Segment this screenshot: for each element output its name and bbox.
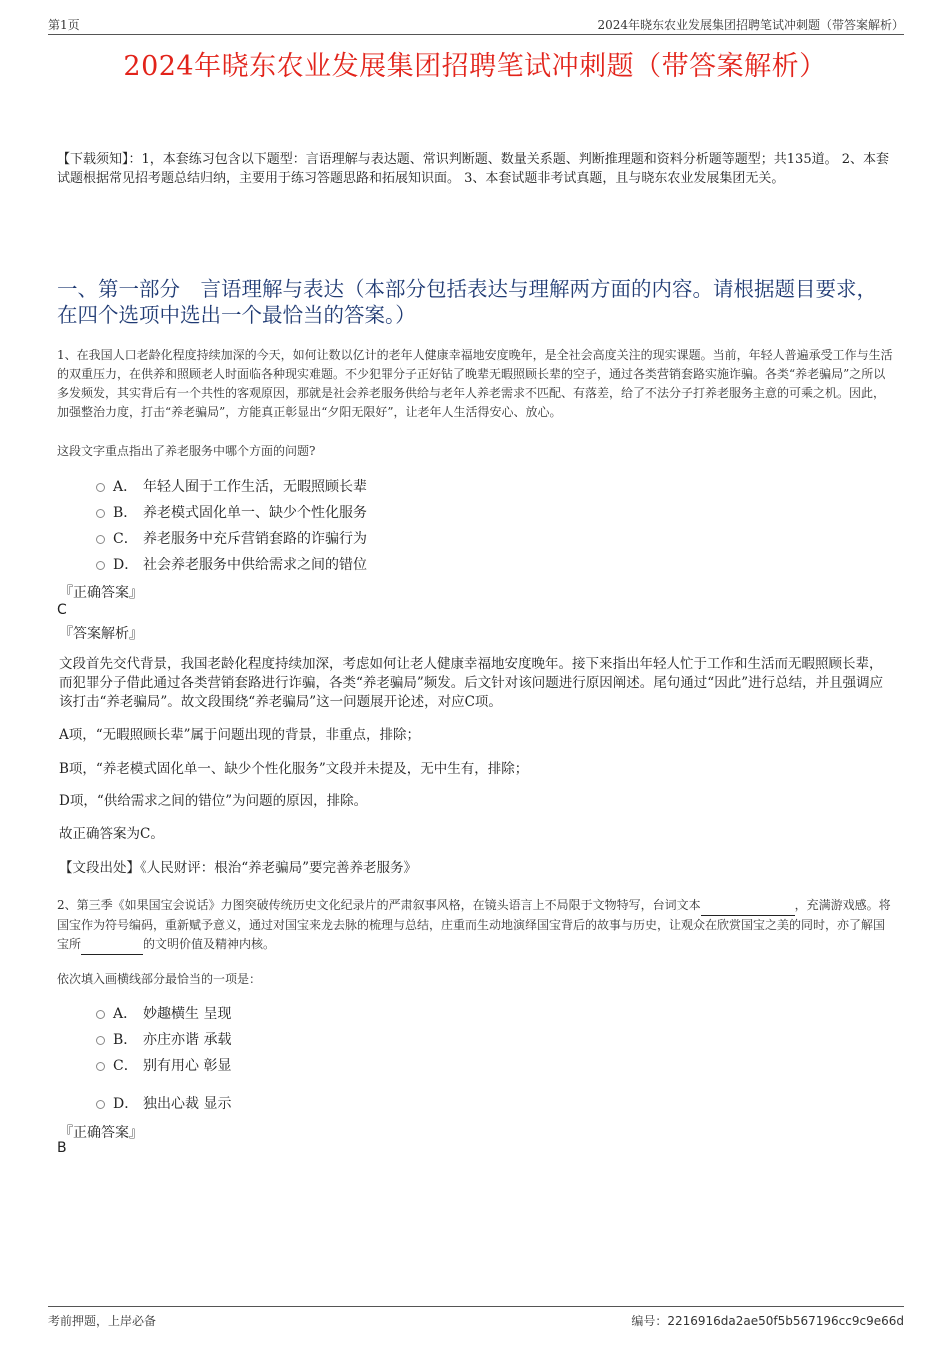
correct-answer-value: B [57, 1140, 67, 1156]
download-notice: 【下载须知】：1，本套练习包含以下题型：言语理解与表达题、常识判断题、数量关系题、判断推理题和资料分析题等题型；共135道。 2、本套试题根据常见招考题总结归纳，主要用于练习答题思路和拓展知识面。 3、本套试题非考试真题，且与晓东农业发展集团无关。 [57, 152, 889, 186]
analysis-label: 『答案解析』 [59, 626, 143, 642]
radio-icon[interactable] [96, 1036, 105, 1045]
question-1-prompt: 这段文字重点指出了养老服务中哪个方面的问题? [57, 444, 316, 458]
question-2-option-a[interactable] [96, 1003, 231, 1023]
code-label: 编号： [631, 1314, 668, 1328]
option-letter: B． [113, 505, 138, 521]
option-letter: C． [113, 1058, 138, 1074]
radio-icon[interactable] [96, 561, 105, 570]
fill-blank-1 [701, 896, 795, 916]
analysis-conclusion: 故正确答案为C。 [59, 826, 164, 842]
question-1-option-d[interactable] [96, 554, 367, 574]
page-number: 第1页 [48, 18, 80, 32]
footer-slogan: 考前押题，上岸必备 [48, 1314, 157, 1328]
question-1-option-a[interactable] [96, 476, 367, 496]
option-letter: A． [113, 1006, 138, 1022]
option-text: 养老模式固化单一、缺少个性化服务 [143, 505, 367, 521]
option-text: 独出心裁 显示 [143, 1096, 232, 1112]
option-letter: B． [113, 1032, 138, 1048]
question-1-option-b[interactable] [96, 502, 367, 522]
correct-answer-label: 『正确答案』 [59, 1125, 143, 1141]
question-2-text-part2: ，充满游戏感。将国宝作为符号编码，重新赋予意义，通过对国宝来龙去脉的梳理与总结，庄重而生动地演绎国宝背后的故事与历史，让观众在欣赏国宝之美的同时，亦了解国宝所 [57, 898, 891, 951]
analysis-paragraph: 文段首先交代背景，我国老龄化程度持续加深，考虑如何让老人健康幸福地安度晚年。接下来指出年轻人忙于工作和生活而无暇照顾长辈，而犯罪分子借此通过各类营销套路进行诈骗，各类“养老骗局”频发。后文针对该问题进行原因阐述。尾句通过“因此”进行总结，并且强调应该打击“养老骗局”。故文段围绕“养老骗局”这一问题展开论述，对应C项。 [59, 656, 884, 710]
question-2-option-b[interactable] [96, 1029, 231, 1049]
radio-icon[interactable] [96, 483, 105, 492]
fill-blank-2 [81, 935, 143, 955]
option-text: 社会养老服务中供给需求之间的错位 [143, 557, 367, 573]
correct-answer-value: C [57, 602, 67, 618]
question-1-text: 1、在我国人口老龄化程度持续加深的今天，如何让数以亿计的老年人健康幸福地安度晚年，是全社会高度关注的现实课题。当前，年轻人普遍承受工作与生活的双重压力，在供养和照顾老人时面临各种现实难题。不少犯罪分子正好钻了晚辈无暇照顾长辈的空子，通过各类营销套路实施诈骗。各类“养老骗局”之所以多发频发，其实背后有一个共性的客观原因，那就是社会养老服务供给与老年人养老需求不匹配、有落差，给了不法分子打养老服务主意的可乘之机。因此，加强整治力度，打击“养老骗局”，方能真正彰显出“夕阳无限好”，让老年人生活得安心、放心。 [57, 348, 893, 419]
option-letter: D． [113, 1096, 139, 1112]
question-2-text-part3: 的文明价值及精神内核。 [143, 937, 276, 951]
correct-answer-label: 『正确答案』 [59, 585, 143, 601]
analysis-option-a: A项，“无暇照顾长辈”属于问题出现的背景，非重点，排除； [59, 727, 421, 743]
option-text: 亦庄亦谐 承载 [143, 1032, 232, 1048]
question-2-prompt: 依次填入画横线部分最恰当的一项是： [57, 972, 262, 986]
option-letter: A． [113, 479, 138, 495]
analysis-option-d: D项，“供给需求之间的错位”为问题的原因，排除。 [59, 793, 368, 809]
header-doc-title: 2024年晓东农业发展集团招聘笔试冲刺题（带答案解析） [597, 18, 904, 32]
option-letter: C． [113, 531, 138, 547]
radio-icon[interactable] [96, 1010, 105, 1019]
option-text: 养老服务中充斥营销套路的诈骗行为 [143, 531, 367, 547]
question-1-option-c[interactable] [96, 528, 367, 548]
page-footer [48, 1306, 904, 1327]
radio-icon[interactable] [96, 509, 105, 518]
question-2-text-part1: 2、第三季《如果国宝会说话》力图突破传统历史文化纪录片的严肃叙事风格，在镜头语言上不局限于文物特写，台词文本 [57, 898, 701, 912]
option-text: 年轻人囿于工作生活，无暇照顾长辈 [143, 479, 367, 495]
radio-icon[interactable] [96, 1100, 105, 1109]
question-2-option-c[interactable] [96, 1055, 231, 1075]
option-letter: D． [113, 557, 139, 573]
radio-icon[interactable] [96, 535, 105, 544]
page-title: 2024年晓东农业发展集团招聘笔试冲刺题（带答案解析） [123, 51, 827, 82]
page-header [48, 14, 904, 35]
code-value: 2216916da2ae50f5b567196cc9c9e66d [667, 1314, 904, 1328]
question-2-text [57, 896, 894, 955]
option-text: 别有用心 彰显 [143, 1058, 232, 1074]
section-heading: 一、第一部分 言语理解与表达（本部分包括表达与理解两方面的内容。请根据题目要求，在四个选项中选出一个最恰当的答案。） [57, 277, 877, 327]
document-code [631, 1312, 904, 1329]
radio-icon[interactable] [96, 1062, 105, 1071]
option-text: 妙趣横生 呈现 [143, 1006, 232, 1022]
analysis-option-b: B项，“养老模式固化单一、缺少个性化服务”文段并未提及，无中生有，排除； [59, 761, 529, 777]
question-2-option-d[interactable] [96, 1093, 231, 1113]
analysis-source: 【文段出处】《人民财评：根治“养老骗局”要完善养老服务》 [59, 860, 418, 876]
